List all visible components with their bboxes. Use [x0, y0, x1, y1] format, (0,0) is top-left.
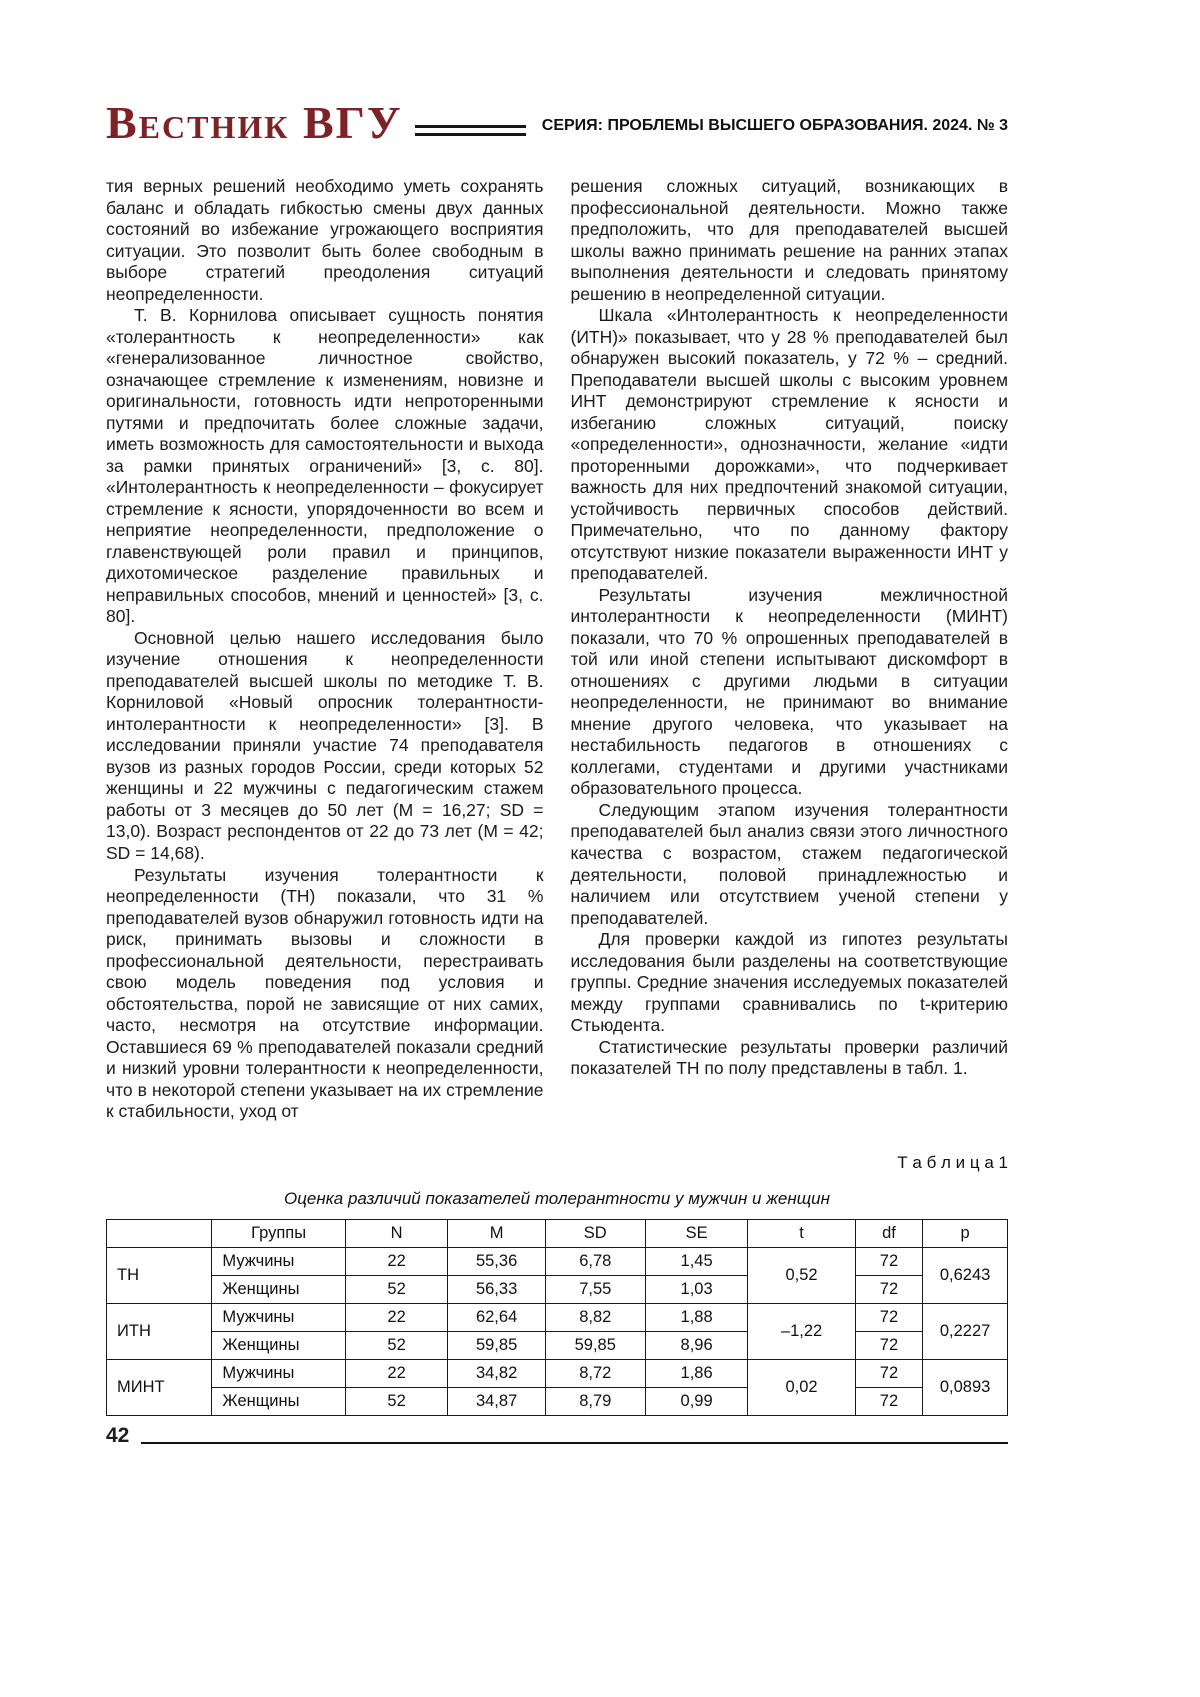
header-double-rule: [415, 125, 526, 136]
cell-m: 59,85: [448, 1331, 545, 1359]
cell-t: 0,02: [748, 1359, 855, 1415]
table-row: [107, 1275, 1008, 1303]
page-footer: [106, 1425, 1008, 1446]
cell-df: 72: [855, 1359, 923, 1387]
table-label: Т а б л и ц а 1: [897, 1152, 1008, 1172]
cell-se: 0,99: [645, 1387, 748, 1415]
table-row: [107, 1331, 1008, 1359]
paragraph: Основной целью нашего исследования было изучение отношения к неопределенности преподавателей высшей школы по методике Т. В. Корниловой «Новый опросник толерантности-интолерантности к неопределенности» [3]. В исследовании приняли участие 74 преподавателя вузов из разных городов России, среди которых 52 женщины и 22 мужчины с педагогическим стажем работы от 3 месяцев до 50 лет (M = 16,27; SD = 13,0). Возраст респондентов от 22 до 73 лет (M = 42; SD = 14,68).: [106, 627, 544, 863]
header-cell-m: M: [448, 1219, 545, 1247]
cell-m: 34,87: [448, 1387, 545, 1415]
cell-group: Мужчины: [212, 1303, 345, 1331]
results-table: [106, 1219, 1008, 1416]
cell-se: 8,96: [645, 1331, 748, 1359]
cell-m: 55,36: [448, 1247, 545, 1275]
cell-sd: 7,55: [545, 1275, 645, 1303]
header-cell-df: df: [855, 1219, 923, 1247]
cell-se: 1,86: [645, 1359, 748, 1387]
cell-p: 0,0893: [923, 1359, 1008, 1415]
cell-p: 0,2227: [923, 1303, 1008, 1359]
cell-sd: 8,72: [545, 1359, 645, 1387]
header-cell-group: Группы: [212, 1219, 345, 1247]
cell-group: Мужчины: [212, 1247, 345, 1275]
cell-scale-name: ИТН: [107, 1303, 212, 1359]
footer-rule: [141, 1442, 1008, 1444]
header-cell-n: N: [345, 1219, 448, 1247]
table-row: [107, 1387, 1008, 1415]
paragraph: Шкала «Интолерантность к неопределенности (ИТН)» показывает, что у 28 % преподавателей был обнаружен высокий показатель, у 72 % – средний. Преподаватели высшей школы с высоким уровнем ИНТ демонстрируют стремление к ясности и избеганию сложных ситуаций, поиску «определенности», однозначности, желание «идти проторенными дорожками», что подчеркивает важность для них предпочтений знакомой ситуации, устойчивость первичных способов действий. Примечательно, что по данному фактору отсутствуют низкие показатели выраженности ИНТ у преподавателей.: [570, 305, 1008, 584]
cell-sd: 59,85: [545, 1331, 645, 1359]
series-title: СЕРИЯ: ПРОБЛЕМЫ ВЫСШЕГО ОБРАЗОВАНИЯ. 2024. № 3: [541, 117, 1008, 134]
left-column: [106, 176, 544, 1123]
paragraph: решения сложных ситуаций, возникающих в профессиональной деятельности. Можно также предположить, что для преподавателей высшей школы важно принимать решение на ранних этапах выполнения деятельности и следовать принятому решению в неопределенной ситуации.: [570, 176, 1008, 304]
cell-group: Женщины: [212, 1275, 345, 1303]
table-row: [107, 1303, 1008, 1331]
cell-n: 52: [345, 1387, 448, 1415]
cell-scale-name: МИНТ: [107, 1359, 212, 1415]
paragraph: Следующим этапом изучения толерантности преподавателей был анализ связи этого личностного качества с возрастом, стажем педагогической деятельности, половой принадлежностью и наличием или отсутствием ученой степени у преподавателей.: [570, 799, 1008, 928]
cell-group: Женщины: [212, 1387, 345, 1415]
cell-group: Женщины: [212, 1331, 345, 1359]
cell-t: 0,52: [748, 1247, 855, 1303]
cell-m: 56,33: [448, 1275, 545, 1303]
article-body: [106, 176, 1008, 1123]
cell-se: 1,03: [645, 1275, 748, 1303]
cell-df: 72: [855, 1331, 923, 1359]
cell-m: 34,82: [448, 1359, 545, 1387]
cell-n: 52: [345, 1275, 448, 1303]
cell-n: 22: [345, 1247, 448, 1275]
table-caption: Оценка различий показателей толерантности у мужчин и женщин: [283, 1188, 830, 1208]
cell-sd: 8,82: [545, 1303, 645, 1331]
header-cell-p: p: [923, 1219, 1008, 1247]
paragraph: Статистические результаты проверки различий показателей ТН по полу представлены в табл. 1.: [570, 1036, 1008, 1079]
page-number: 42: [106, 1424, 130, 1447]
table-row: [107, 1359, 1008, 1387]
header-cell-se: SE: [645, 1219, 748, 1247]
right-column: [571, 176, 1009, 1123]
cell-p: 0,6243: [923, 1247, 1008, 1303]
cell-df: 72: [855, 1387, 923, 1415]
cell-group: Мужчины: [212, 1359, 345, 1387]
header-cell-blank: [107, 1219, 212, 1247]
cell-scale-name: ТН: [107, 1247, 212, 1303]
header-cell-sd: SD: [545, 1219, 645, 1247]
table-row: [107, 1247, 1008, 1275]
page-header: [106, 97, 1008, 148]
journal-logo: Вестник ВГУ: [106, 97, 403, 148]
paragraph: Для проверки каждой из гипотез результаты исследования были разделены на соответствующие группы. Средние значения исследуемых показателей между группами сравнивались по t-критерию Стьюдента.: [570, 929, 1008, 1036]
cell-df: 72: [855, 1275, 923, 1303]
cell-n: 22: [345, 1359, 448, 1387]
cell-n: 22: [345, 1303, 448, 1331]
cell-sd: 6,78: [545, 1247, 645, 1275]
table-header-row: [107, 1219, 1008, 1247]
paragraph: Результаты изучения толерантности к неопределенности (ТН) показали, что 31 % преподавателей вузов обнаружил готовность идти на риск, принимать вызовы и сложности в профессиональной деятельности, перестраивать свою модель поведения под условия и обстоятельства, порой не зависящие от них самих, часто, несмотря на отсутствие информации. Оставшиеся 69 % преподавателей показали средний и низкий уровни толерантности к неопределенности, что в некоторой степени указывает на их стремление к стабильности, уход от: [106, 864, 544, 1122]
paragraph: тия верных решений необходимо уметь сохранять баланс и обладать гибкостью смены двух данных состояний во избежание угрожающего восприятия ситуации. Это позволит быть более свободным в выборе стратегий преодоления ситуаций неопределенности.: [106, 176, 544, 304]
cell-m: 62,64: [448, 1303, 545, 1331]
cell-t: –1,22: [748, 1303, 855, 1359]
cell-se: 1,88: [645, 1303, 748, 1331]
cell-df: 72: [855, 1247, 923, 1275]
header-cell-t: t: [748, 1219, 855, 1247]
cell-n: 52: [345, 1331, 448, 1359]
paragraph: Результаты изучения межличностной интолерантности к неопределенности (МИНТ) показали, что 70 % опрошенных преподавателей в той или иной степени испытывают дискомфорт в отношениях с другими людьми в ситуации неопределенности, не принимают во внимание мнение другого человека, что указывает на нестабильность педагогов в отношениях с коллегами, студентами и другими участниками образовательного процесса.: [570, 584, 1008, 799]
cell-df: 72: [855, 1303, 923, 1331]
paragraph: Т. В. Корнилова описывает сущность понятия «толерантность к неопределенности» как «генерализованное личностное свойство, означающее стремление к изменениям, новизне и оригинальности, готовность идти непроторенными путями и предпочитать более сложные задачи, иметь возможность для самостоятельности и выхода за рамки принятых ограничений» [3, с. 80]. «Интолерантность к неопределенности – фокусирует стремление к ясности, упорядоченности во всем и неприятие неопределенности, предположение о главенствующей роли правил и принципов, дихотомическое разделение правильных и неправильных способов, мнений и ценностей» [3, с. 80].: [106, 305, 544, 627]
cell-sd: 8,79: [545, 1387, 645, 1415]
cell-se: 1,45: [645, 1247, 748, 1275]
